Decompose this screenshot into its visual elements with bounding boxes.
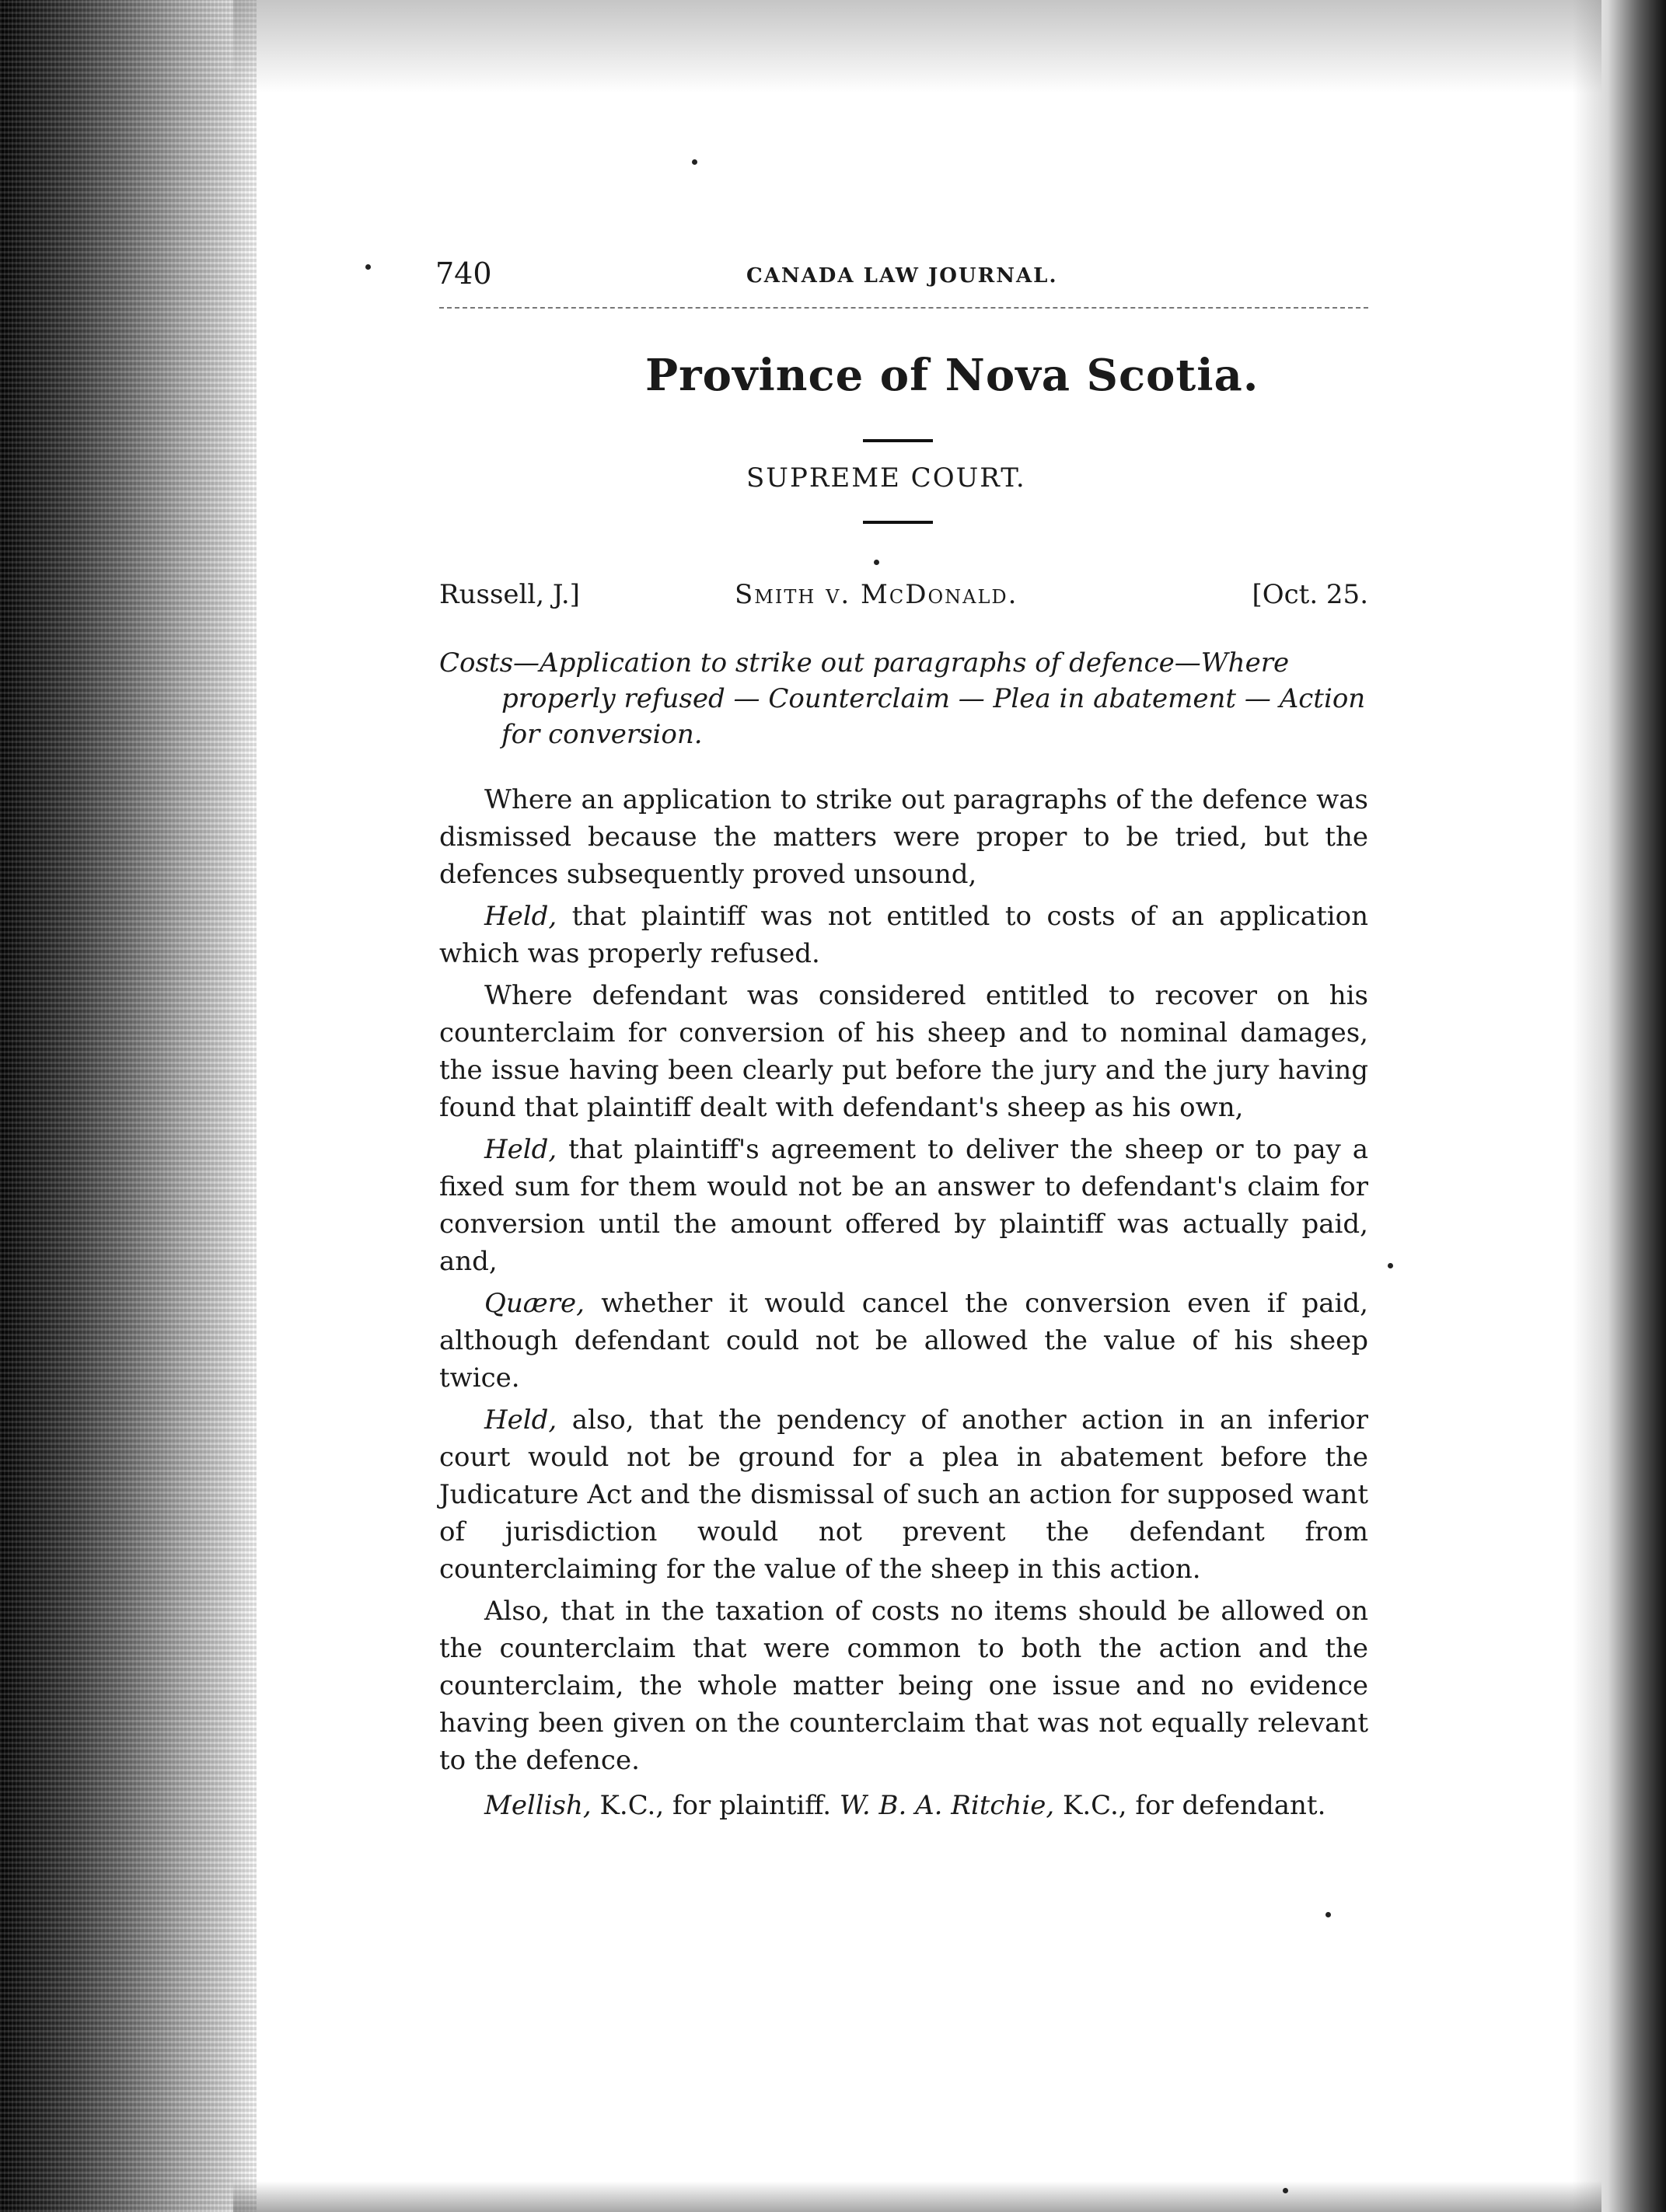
running-head: CANADA LAW JOURNAL. [746, 264, 1058, 288]
scan-speck [1325, 1912, 1331, 1917]
scan-speck [1283, 2188, 1288, 2193]
defendant-counsel-role: K.C., for defendant. [1054, 1790, 1326, 1821]
paragraph-5 [439, 1285, 1368, 1397]
paragraph-3 [439, 977, 1368, 1126]
paragraph-7-text: Also, that in the taxation of costs no items should be allowed on the counterclaim that were common to both the action and the counterclaim, the whole matter being one issue and no evidence having been given on the counterclaim that was not equally relevant to the defence. [439, 1596, 1368, 1776]
plaintiff-counsel-name: Mellish, [484, 1790, 592, 1821]
defendant-counsel-name: W. B. A. Ritchie, [839, 1790, 1055, 1821]
case-name: Smith v. McDonald. [735, 579, 1018, 610]
paragraph-6-text: also, that the pendency of another action in an inferior court would not be ground for a plea in abatement before the Judicature Act and the dismissal of such an action for supposed want of jurisdiction would not prevent the defendant from counterclaiming for the value of the sheep in this action. [439, 1404, 1368, 1585]
paragraph-1-text: Where an application to strike out paragraphs of the defence was dismissed because the matters were proper to be tried, but the defences subsequently proved unsound, [439, 784, 1368, 890]
counsel-line [439, 1787, 1368, 1824]
paragraph-6-lead: Held, [484, 1404, 557, 1436]
scan-bottom-noise [233, 2181, 1601, 2212]
paragraph-4-text: that plaintiff's agreement to deliver the sheep or to pay a fixed sum for them would not be an answer to defendant's claim for conversion until the amount offered by plaintiff was actually paid, and, [439, 1134, 1368, 1277]
ornament-dot [874, 560, 879, 565]
scan-right-gutter [1573, 0, 1666, 2212]
province-heading: Province of Nova Scotia. [645, 350, 1259, 401]
section-rule-top [863, 439, 933, 442]
paragraph-3-text: Where defendant was considered entitled to recover on his counterclaim for conversion of his sheep and to nominal damages, the issue having been clearly put before the jury and the jury having found that plaintiff dealt with defendant's sheep as his own, [439, 980, 1368, 1123]
paragraph-2-text: that plaintiff was not entitled to costs of an application which was properly refused. [439, 901, 1368, 969]
case-line [439, 579, 1368, 618]
paragraph-2-lead: Held, [484, 901, 557, 932]
catchwords: Costs—Application to strike out paragraphs of defence—Where properly refused — Counterclaim — Plea in abatement — Action for conversion. [439, 647, 1366, 750]
headnote-body [439, 781, 1368, 1829]
paragraph-5-lead: Quære, [484, 1288, 585, 1319]
case-judge: Russell, J.] [439, 579, 580, 610]
page-number: 740 [435, 256, 492, 291]
paragraph-1 [439, 781, 1368, 893]
court-heading: SUPREME COURT. [746, 462, 1026, 494]
section-rule-bottom [863, 521, 933, 524]
paragraph-2 [439, 898, 1368, 972]
header-rule [439, 307, 1368, 309]
scan-left-gutter [0, 0, 257, 2212]
paragraph-4 [439, 1131, 1368, 1280]
paragraph-4-lead: Held, [484, 1134, 557, 1165]
scan-top-noise [233, 0, 1601, 93]
paragraph-7 [439, 1593, 1368, 1779]
case-date: [Oct. 25. [1252, 579, 1368, 610]
scan-speck [365, 264, 371, 270]
paragraph-6 [439, 1401, 1368, 1588]
scan-speck [692, 159, 697, 165]
paragraph-5-text: whether it would cancel the conversion even if paid, although defendant could not be allowed the value of his sheep twice. [439, 1288, 1368, 1394]
plaintiff-counsel-role: K.C., for plaintiff. [591, 1790, 840, 1821]
scan-speck [1388, 1263, 1393, 1268]
